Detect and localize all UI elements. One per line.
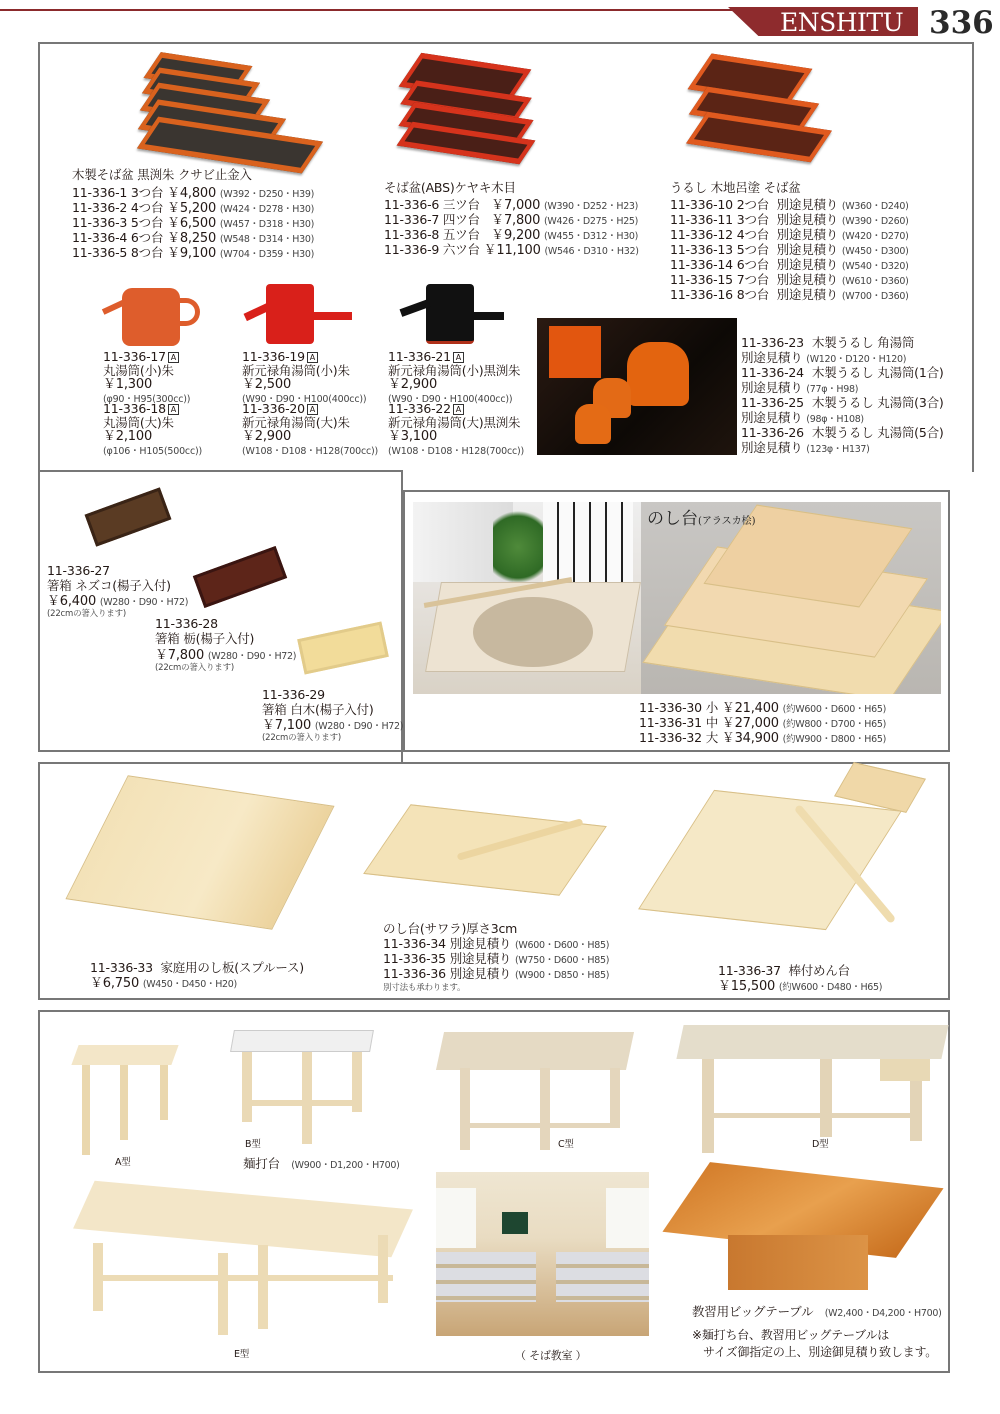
item-code: 11-336-28 (155, 616, 218, 631)
item-price: ￥15,500 (約W600・D480・H65) (718, 979, 883, 994)
item-name: 新元禄角湯筒(小)朱 (242, 363, 350, 378)
divider (38, 470, 40, 752)
a-rank-badge: A (453, 404, 464, 415)
list-item: 11-336-9 六ツ台 ￥11,100 (W546・D310・H32) (384, 242, 639, 258)
a-rank-badge: A (307, 404, 318, 415)
hashibako-tochi-image (193, 546, 287, 608)
list-item-price: 別途見積り (98φ・H108) (741, 410, 864, 425)
list-item: 11-336-14 6つ台 別途見積り (W540・D320) (670, 257, 909, 272)
item-price: ￥7,800 (W280・D90・H72) (155, 648, 297, 663)
list-item-price: 別途見積り (W120・D120・H120) (741, 350, 907, 365)
item-code-name: 11-336-33 家庭用のし板(スプルース) (90, 960, 304, 975)
table-type-c-label: C型 (558, 1139, 574, 1150)
brand-title: ENSHITU (780, 8, 904, 37)
item-code: 11-336-17 A (103, 350, 179, 364)
tray-stack-image-2 (395, 55, 545, 160)
tray-stack-image-1 (120, 55, 320, 165)
list-item: 11-336-7 四ツ台 ￥7,800 (W426・D275・H25) (384, 212, 639, 228)
noshidai-product-photo (641, 502, 941, 694)
item-code: 11-336-27 (47, 563, 110, 578)
list-item: 11-336-3 5つ台 ￥6,500 (W457・D318・H30) (72, 215, 314, 231)
divider (38, 470, 403, 472)
item-note: (22cmの箸入ります) (155, 663, 235, 673)
list-item: 11-336-15 7つ台 別途見積り (W610・D360) (670, 272, 909, 287)
list-item: 11-336-35 別途見積り (W750・D600・H85) (383, 951, 610, 966)
noshidai-subtitle: (アラスカ桧) (698, 516, 756, 527)
hashibako-shiraki-image (297, 621, 389, 674)
item-price: ￥2,100 (103, 429, 153, 444)
list-item: 11-336-31 中 ￥27,000 (約W800・D700・H65) (639, 715, 886, 731)
note-line-2: サイズ御指定の上、別途御見積り致します。 (703, 1345, 938, 1359)
item-price: ￥3,100 (388, 429, 438, 444)
list-item: 11-336-1 3つ台 ￥4,800 (W392・D250・H39) (72, 185, 314, 201)
noshidai-title: のし台 (647, 509, 698, 529)
table-type-b-label: B型 (245, 1139, 261, 1150)
list-item: 11-336-30 小 ￥21,400 (約W600・D600・H65) (639, 700, 886, 716)
item-dims: (φ90・H95(300cc)) (103, 394, 191, 405)
table-type-a-label: A型 (115, 1157, 131, 1168)
list-item: 11-336-16 8つ台 別途見積り (W700・D360) (670, 287, 909, 302)
item-code: 11-336-20 A (242, 402, 318, 416)
item-name: 丸湯筒(大)朱 (103, 415, 174, 430)
divider (972, 42, 974, 472)
soba-classroom-photo (436, 1172, 649, 1336)
item-dims: (φ106・H105(500cc)) (103, 446, 202, 457)
a-rank-badge: A (168, 404, 179, 415)
list-item: 11-336-5 8つ台 ￥9,100 (W704・D359・H30) (72, 245, 314, 261)
urushi-yuto-photo (537, 318, 737, 455)
item-code: 11-336-22 A (388, 402, 464, 416)
big-table-image (668, 1175, 943, 1295)
item-code: 11-336-19 A (242, 350, 318, 364)
table-e-image (78, 1175, 413, 1340)
sawara-note: 別寸法も承わります。 (383, 983, 466, 993)
list-item-name: 木製うるし 角湯筒 (812, 335, 915, 350)
table-type-e-label: E型 (234, 1349, 250, 1360)
list-item: 11-336-11 3つ台 別途見積り (W390・D260) (670, 212, 909, 227)
item-price: ￥7,100 (W280・D90・H72) (262, 718, 404, 733)
list-item: 11-336-12 4つ台 別途見積り (W420・D270) (670, 227, 909, 242)
list-item: 11-336-10 2つ台 別途見積り (W360・D240) (670, 197, 909, 212)
item-price: ￥2,900 (242, 429, 292, 444)
item-dims: (W90・D90・H100(400cc)) (242, 394, 367, 405)
table-type-d-label: D型 (812, 1139, 829, 1150)
item-price: ￥1,300 (103, 377, 153, 392)
header-rule (0, 9, 735, 11)
item-code: 11-336-29 (262, 687, 325, 702)
tray-group-title: うるし 木地呂塗 そば盆 (670, 180, 801, 195)
item-code: 11-336-21 A (388, 350, 464, 364)
item-dims: (W108・D108・H128(700cc)) (388, 446, 525, 457)
list-item: 11-336-13 5つ台 別途見積り (W450・D300) (670, 242, 909, 257)
note-line-1: ※麺打ち台、教習用ビッグテーブルは (692, 1328, 890, 1342)
item-price: ￥2,500 (242, 377, 292, 392)
item-price: ￥2,900 (388, 377, 438, 392)
list-item: 11-336-32 大 ￥34,900 (約W900・D800・H65) (639, 730, 886, 746)
list-item: 11-336-34 別途見積り (W600・D600・H85) (383, 936, 610, 951)
item-name: 新元禄角湯筒(大)朱 (242, 415, 350, 430)
sawara-title: のし台(サワラ)厚さ3cm (383, 921, 518, 936)
item-dims: (W90・D90・H100(400cc)) (388, 394, 513, 405)
list-item: 11-336-2 4つ台 ￥5,200 (W424・D278・H30) (72, 200, 314, 216)
a-rank-badge: A (168, 352, 179, 363)
a-rank-badge: A (453, 352, 464, 363)
item-note: (22cmの箸入ります) (262, 733, 342, 743)
list-item-name: 木製うるし 丸湯筒(5合) (812, 425, 944, 440)
table-d-image (680, 1023, 945, 1153)
item-note: (22cmの箸入ります) (47, 609, 127, 619)
table-c-image (440, 1028, 630, 1153)
item-code-name: 11-336-37 棒付めん台 (718, 963, 850, 978)
tray-group-title: そば盆(ABS)ケヤキ木目 (384, 180, 516, 195)
page-number: 336 (929, 5, 994, 41)
table-a-image (70, 1040, 180, 1155)
divider (38, 750, 403, 752)
square-yuto-red-image (238, 282, 358, 347)
list-item: 11-336-8 五ツ台 ￥9,200 (W455・D312・H30) (384, 227, 639, 243)
list-item: 11-336-26 (741, 425, 804, 440)
tray-group-title: 木製そば盆 黒渕朱 クサビ止金入 (72, 167, 252, 182)
list-item-name: 木製うるし 丸湯筒(1合) (812, 365, 944, 380)
mennuchi-table-spec: 麺打台 (W900・D1,200・H700) (243, 1156, 400, 1171)
item-name: 箸箱 ネズコ(楊子入付) (47, 578, 171, 593)
item-code: 11-336-18 A (103, 402, 179, 416)
list-item: 11-336-23 (741, 335, 804, 350)
item-price: ￥6,400 (W280・D90・H72) (47, 594, 189, 609)
hashibako-nezuko-image (85, 487, 172, 546)
list-item: 11-336-6 三ツ台 ￥7,000 (W390・D252・H23) (384, 197, 639, 213)
tray-stack-image-3 (685, 55, 835, 160)
list-item-price: 別途見積り (77φ・H98) (741, 380, 859, 395)
classroom-caption: （ そば教室 ） (515, 1349, 587, 1362)
list-item-name: 木製うるし 丸湯筒(3合) (812, 395, 944, 410)
noshidai-heading (647, 504, 756, 529)
list-item: 11-336-4 6つ台 ￥8,250 (W548・D314・H30) (72, 230, 314, 246)
list-item: 11-336-24 (741, 365, 804, 380)
item-name: 丸湯筒(小)朱 (103, 363, 174, 378)
list-item: 11-336-25 (741, 395, 804, 410)
square-yuto-black-image (390, 282, 510, 347)
list-item-price: 別途見積り (123φ・H137) (741, 440, 870, 455)
item-name: 箸箱 栃(楊子入付) (155, 631, 255, 646)
item-name: 新元禄角湯筒(小)黒渕朱 (388, 363, 521, 378)
item-dims: (W108・D108・H128(700cc)) (242, 446, 379, 457)
item-name: 箸箱 白木(楊子入付) (262, 702, 374, 717)
round-yuto-image (98, 282, 208, 347)
list-item: 11-336-36 別途見積り (W900・D850・H85) (383, 966, 610, 981)
big-table-spec: 教習用ビッグテーブル (W2,400・D4,200・H700) (692, 1304, 942, 1319)
noshidai-usage-photo (413, 502, 641, 694)
item-price: ￥6,750 (W450・D450・H20) (90, 976, 237, 991)
item-name: 新元禄角湯筒(大)黒渕朱 (388, 415, 521, 430)
a-rank-badge: A (307, 352, 318, 363)
table-b-image (232, 1030, 372, 1145)
